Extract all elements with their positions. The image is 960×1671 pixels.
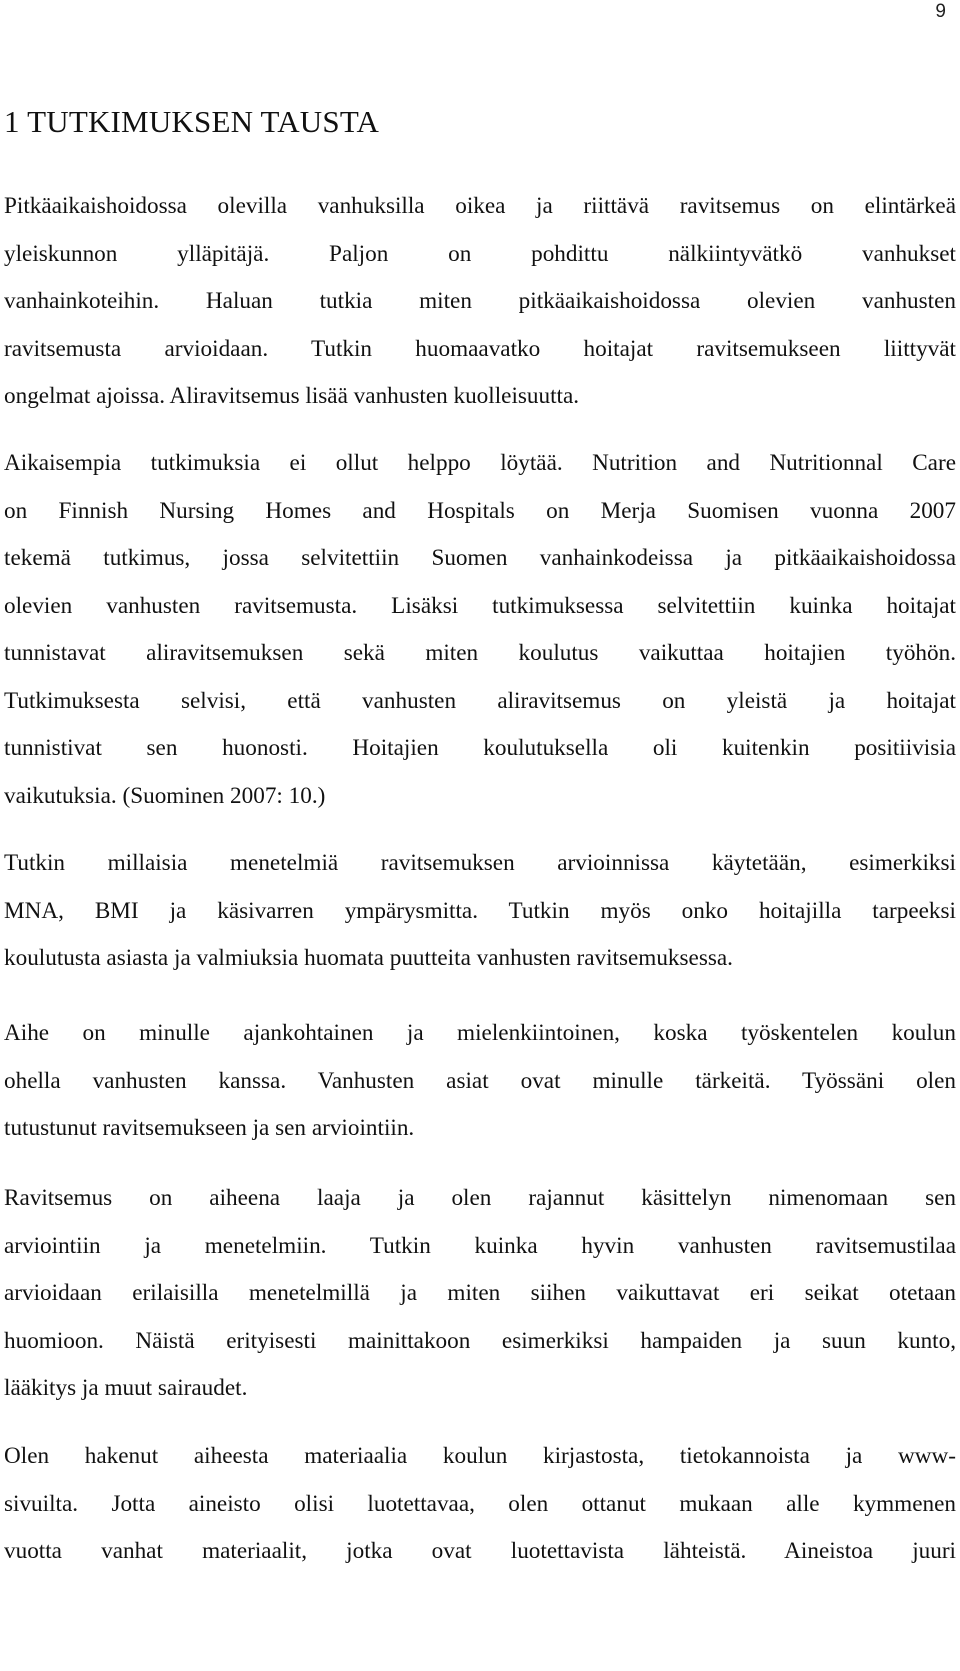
text-line: tekemä tutkimus, jossa selvitettiin Suomen vanhainkodeissa ja pitkäaikaishoidossa xyxy=(4,545,956,571)
text-line: arvioidaan erilaisilla menetelmillä ja miten siihen vaikuttavat eri seikat otetaan xyxy=(4,1280,956,1306)
text-line: lääkitys ja muut sairaudet. xyxy=(4,1375,248,1401)
text-line: yleiskunnon ylläpitäjä. Paljon on pohdittu nälkiintyvätkö vanhukset xyxy=(4,240,956,267)
text-line: Aihe on minulle ajankohtainen ja mielenkiintoinen, koska työskentelen koulun xyxy=(4,1020,956,1046)
paragraph-scope xyxy=(4,1175,956,1413)
paragraph-motivation xyxy=(4,1010,956,1153)
text-line: Tutkin millaisia menetelmiä ravitsemuksen arvioinnissa käytetään, esimerkiksi xyxy=(4,850,956,876)
text-line: Aikaisempia tutkimuksia ei ollut helppo löytää. Nutrition and Nutritionnal Care xyxy=(4,450,956,476)
text-line: tunnistivat sen huonosti. Hoitajien koulutuksella oli kuitenkin positiivisia xyxy=(4,735,956,761)
chapter-heading: 1 TUTKIMUKSEN TAUSTA xyxy=(4,104,380,139)
text-line: olevien vanhusten ravitsemusta. Lisäksi tutkimuksessa selvitettiin kuinka hoitajat xyxy=(4,592,956,619)
text-line: tunnistavat aliravitsemuksen sekä miten koulutus vaikuttaa hoitajien työhön. xyxy=(4,640,956,666)
text-line: Olen hakenut aiheesta materiaalia koulun kirjastosta, tietokannoista ja www- xyxy=(4,1443,956,1469)
text-line: vuotta vanhat materiaalit, jotka ovat luotettavista lähteistä. Aineistoa juuri xyxy=(4,1538,956,1564)
text-line: Ravitsemus on aiheena laaja ja olen rajannut käsittelyn nimenomaan sen xyxy=(4,1185,956,1211)
paragraph-methods xyxy=(4,840,956,983)
text-line: Pitkäaikaishoidossa olevilla vanhuksilla oikea ja riittävä ravitsemus on elintärkeä xyxy=(4,193,956,219)
page-number: 9 xyxy=(935,1,946,22)
text-line: vaikutuksia. (Suominen 2007: 10.) xyxy=(4,782,326,809)
text-line: tutustunut ravitsemukseen ja sen arviointiin. xyxy=(4,1115,415,1141)
text-line: huomioon. Näistä erityisesti mainittakoon esimerkiksi hampaiden ja suun kunto, xyxy=(4,1327,956,1354)
text-line: vanhainkoteihin. Haluan tutkia miten pitkäaikaishoidossa olevien vanhusten xyxy=(4,288,956,314)
text-line: ongelmat ajoissa. Aliravitsemus lisää vanhusten kuolleisuutta. xyxy=(4,383,580,409)
paragraph-sources xyxy=(4,1433,956,1576)
text-line: ohella vanhusten kanssa. Vanhusten asiat ovat minulle tärkeitä. Työssäni olen xyxy=(4,1067,956,1094)
paragraph-background xyxy=(4,183,956,421)
text-line: koulutusta asiasta ja valmiuksia huomata puutteita vanhusten ravitsemuksessa. xyxy=(4,945,733,971)
text-line: sivuilta. Jotta aineisto olisi luotettavaa, olen ottanut mukaan alle kymmenen xyxy=(4,1490,956,1517)
text-line: on Finnish Nursing Homes and Hospitals on Merja Suomisen vuonna 2007 xyxy=(4,497,956,524)
text-line: Tutkimuksesta selvisi, että vanhusten aliravitsemus on yleistä ja hoitajat xyxy=(4,687,956,714)
text-line: MNA, BMI ja käsivarren ympärysmitta. Tutkin myös onko hoitajilla tarpeeksi xyxy=(4,897,956,924)
paragraph-previous-research xyxy=(4,440,956,820)
text-line: arviointiin ja menetelmiin. Tutkin kuinka hyvin vanhusten ravitsemustilaa xyxy=(4,1232,956,1259)
text-line: ravitsemusta arvioidaan. Tutkin huomaavatko hoitajat ravitsemukseen liittyvät xyxy=(4,335,956,362)
